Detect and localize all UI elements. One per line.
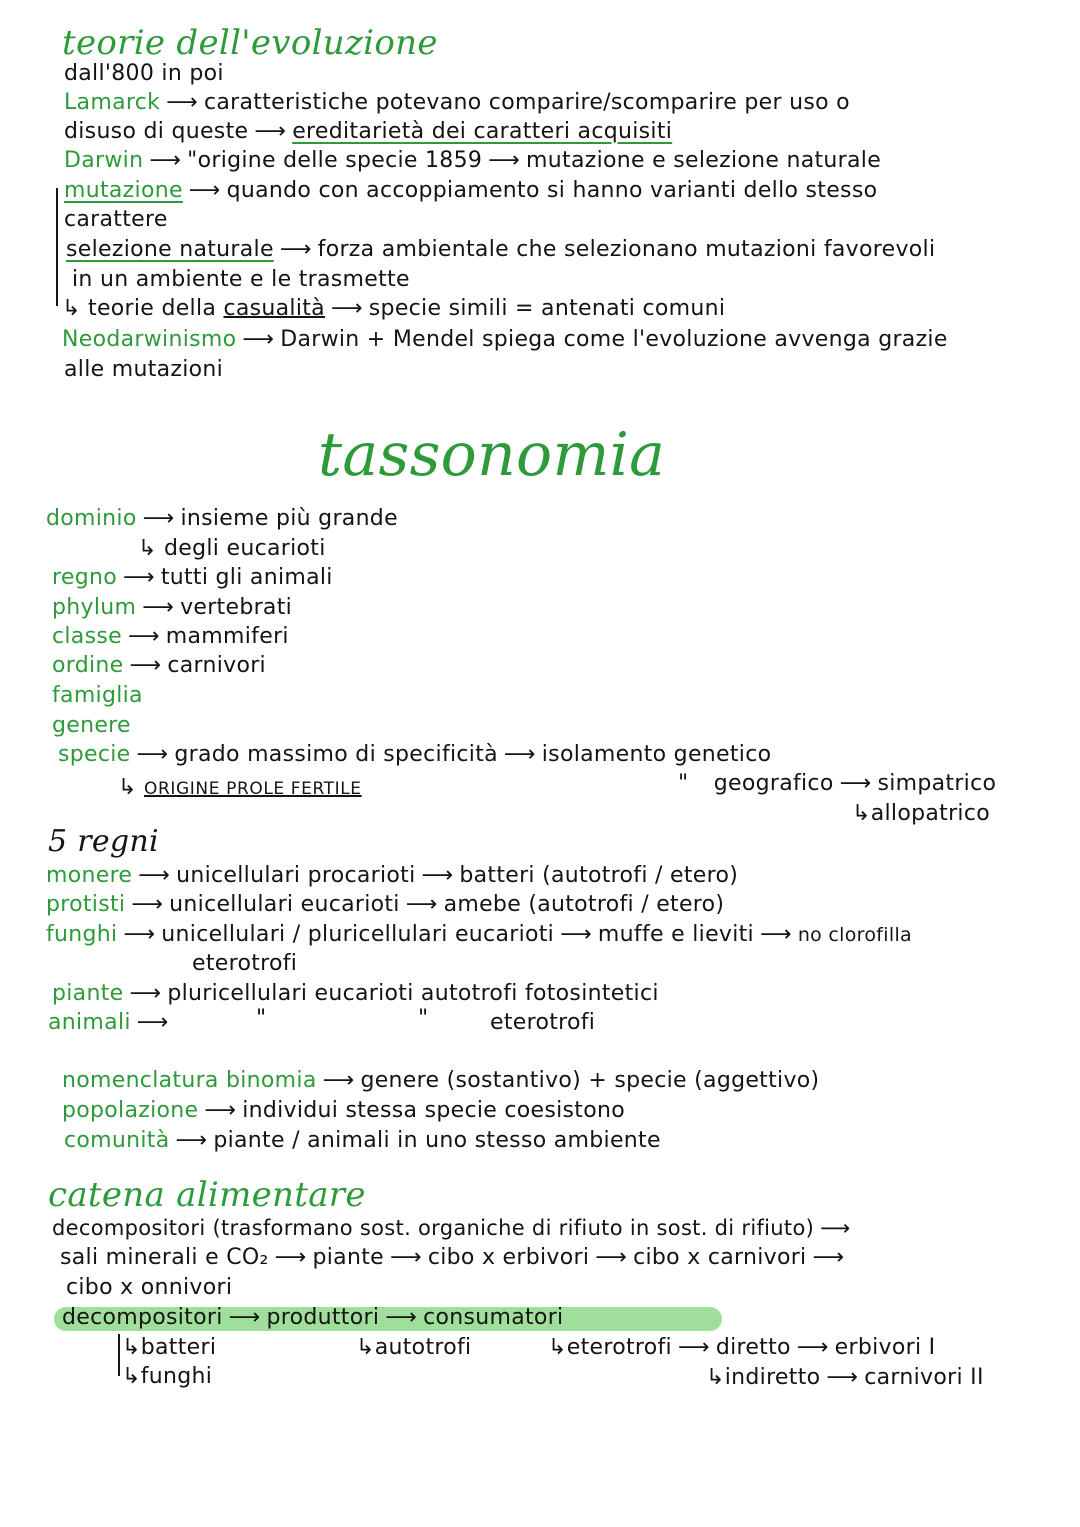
arrow-icon: ⟶ xyxy=(228,1305,261,1330)
evolution-subtitle: dall'800 in poi xyxy=(64,61,224,86)
neo-line xyxy=(62,326,948,354)
darwin-line xyxy=(64,147,881,175)
darwin-term: Darwin xyxy=(64,148,144,173)
diretto-label: diretto xyxy=(715,1335,791,1360)
selezione-line xyxy=(66,236,935,264)
arrow-icon: ⟶ xyxy=(488,148,521,173)
casualita-pre: teorie della xyxy=(88,296,217,321)
food-line-1-text: decompositori (trasformano sost. organiche di rifiuto in sost. di rifiuto) xyxy=(52,1216,815,1240)
arrow-icon: ⟶ xyxy=(136,742,169,767)
geografico-text: geografico xyxy=(713,771,834,796)
lamarck-cont-line xyxy=(64,118,672,146)
neo-term: Neodarwinismo xyxy=(62,327,237,352)
darwin-text: "origine delle specie 1859 xyxy=(187,148,483,173)
hook-arrow-icon: ↳ xyxy=(356,1335,375,1360)
arrow-icon: ⟶ xyxy=(127,624,160,649)
arrow-icon: ⟶ xyxy=(204,1098,237,1123)
batteri-label: batteri xyxy=(140,1335,217,1360)
dominio-text: insieme più grande xyxy=(180,506,398,531)
consumatori-label: consumatori xyxy=(423,1305,564,1330)
evolution-title: teorie dell'evoluzione xyxy=(62,23,438,63)
eterotrofi-line xyxy=(548,1334,935,1362)
food-line-2-a: sali minerali e CO₂ xyxy=(60,1245,269,1270)
arrow-icon: ⟶ xyxy=(142,506,175,531)
dominio-sub: degli eucarioti xyxy=(164,536,326,561)
lamarck-line xyxy=(64,89,850,117)
ordine-text: carnivori xyxy=(167,653,266,678)
specie-line xyxy=(58,741,771,769)
darwin-result: mutazione e selezione naturale xyxy=(526,148,882,173)
arrow-icon: ⟶ xyxy=(138,863,171,888)
food-line-2-d: cibo x carnivori xyxy=(633,1245,807,1270)
animali-term: animali xyxy=(48,1010,131,1035)
autotrofi-line xyxy=(356,1334,471,1362)
arrow-icon: ⟶ xyxy=(122,565,155,590)
funghi-sub-line xyxy=(122,1363,212,1391)
lamarck-result: ereditarietà dei caratteri acquisiti xyxy=(292,119,673,144)
arrow-icon: ⟶ xyxy=(405,892,438,917)
food-chain-summary xyxy=(62,1304,563,1332)
arrow-icon: ⟶ xyxy=(149,148,182,173)
specie-text: grado massimo di specificità xyxy=(174,742,498,767)
hook-arrow-icon: ↳ xyxy=(852,801,871,826)
protisti-text: unicellulari eucarioti xyxy=(169,892,400,917)
classe-text: mammiferi xyxy=(165,624,289,649)
regno-term: regno xyxy=(52,565,117,590)
arrow-icon: ⟶ xyxy=(242,327,275,352)
animali-text: eterotrofi xyxy=(490,1010,596,1035)
specie-sub: ORIGINE PROLE FERTILE xyxy=(144,779,362,799)
arrow-icon: ⟶ xyxy=(826,1365,859,1390)
nomenclatura-text: genere (sostantivo) + specie (aggettivo) xyxy=(360,1068,820,1093)
neo-text: Darwin + Mendel spiega come l'evoluzione avvenga grazie xyxy=(280,327,948,352)
arrow-icon: ⟶ xyxy=(839,771,872,796)
mutazione-cont: carattere xyxy=(64,207,168,232)
dominio-line xyxy=(46,505,398,533)
phylum-line xyxy=(52,594,292,622)
arrow-icon: ⟶ xyxy=(123,922,156,947)
funghi-note: no clorofilla xyxy=(797,924,912,946)
geografico-line xyxy=(678,770,996,798)
carnivori-label: carnivori II xyxy=(864,1365,984,1390)
popolazione-text: individui stessa specie coesistono xyxy=(242,1098,626,1123)
arrow-icon: ⟶ xyxy=(677,1335,710,1360)
bracket-line xyxy=(56,188,58,306)
food-line-2 xyxy=(60,1244,850,1272)
classe-term: classe xyxy=(52,624,122,649)
arrow-icon: ⟶ xyxy=(820,1216,851,1240)
selezione-cont: in un ambiente e le trasmette xyxy=(72,267,410,292)
famiglia-term: famiglia xyxy=(52,683,143,708)
autotrofi-label: autotrofi xyxy=(374,1335,472,1360)
hook-arrow-icon: ↳ xyxy=(548,1335,567,1360)
arrow-icon: ⟶ xyxy=(129,981,162,1006)
protisti-term: protisti xyxy=(46,892,126,917)
popolazione-line xyxy=(62,1097,625,1125)
funghi-result: muffe e lieviti xyxy=(597,922,754,947)
neo-cont: alle mutazioni xyxy=(64,357,224,382)
lamarck-cont: disuso di queste xyxy=(64,119,249,144)
selezione-text: forza ambientale che selezionano mutazioni favorevoli xyxy=(317,237,936,262)
dominio-term: dominio xyxy=(46,506,137,531)
casualita-result: specie simili = antenati comuni xyxy=(368,296,726,321)
funghi-text: unicellulari / pluricellulari eucarioti xyxy=(161,922,555,947)
funghi-cont: eterotrofi xyxy=(192,951,298,976)
arrow-icon: ⟶ xyxy=(131,892,164,917)
phylum-text: vertebrati xyxy=(180,595,293,620)
food-chain-title: catena alimentare xyxy=(48,1175,366,1215)
allopatrico-text: allopatrico xyxy=(870,801,990,826)
produttori-label: produttori xyxy=(266,1305,380,1330)
arrow-icon: ⟶ xyxy=(385,1305,418,1330)
indiretto-line xyxy=(706,1364,984,1392)
kingdoms-title: 5 regni xyxy=(48,824,159,859)
arrow-icon: ⟶ xyxy=(421,863,454,888)
monere-line xyxy=(46,862,738,890)
funghi-line xyxy=(46,921,912,949)
arrow-icon: ⟶ xyxy=(129,653,162,678)
nomenclatura-line xyxy=(62,1067,819,1095)
piante-term: piante xyxy=(52,981,124,1006)
comunita-line xyxy=(64,1127,661,1155)
arrow-icon: ⟶ xyxy=(812,1245,845,1270)
funghi-sub-label: funghi xyxy=(140,1364,213,1389)
arrow-icon: ⟶ xyxy=(274,1245,307,1270)
protisti-result: amebe (autotrofi / etero) xyxy=(443,892,725,917)
popolazione-term: popolazione xyxy=(62,1098,199,1123)
erbivori-label: erbivori I xyxy=(834,1335,936,1360)
regno-line xyxy=(52,564,333,592)
arrow-icon: ⟶ xyxy=(330,296,363,321)
hook-arrow-icon: ↳ xyxy=(62,296,81,321)
food-line-1 xyxy=(52,1214,857,1242)
curved-arrow-icon: ↳ xyxy=(706,1365,725,1390)
specie-term: specie xyxy=(58,742,131,767)
arrow-icon: ⟶ xyxy=(279,237,312,262)
dominio-sub-line xyxy=(138,535,326,563)
mutazione-term: mutazione xyxy=(64,178,183,203)
taxonomy-title: tassonomia xyxy=(318,420,666,490)
funghi-term: funghi xyxy=(46,922,118,947)
hook-arrow-icon: ↳ xyxy=(118,775,137,800)
allopatrico-line xyxy=(852,800,990,828)
batteri-line xyxy=(122,1334,216,1362)
monere-text: unicellulari procarioti xyxy=(176,863,416,888)
lamarck-term: Lamarck xyxy=(64,90,161,115)
food-line-2-c: cibo x erbivori xyxy=(427,1245,590,1270)
animali-line xyxy=(48,1009,175,1037)
arrow-icon: ⟶ xyxy=(136,1010,169,1035)
animali-ditto-1: " xyxy=(256,1006,267,1031)
arrow-icon: ⟶ xyxy=(560,922,592,947)
casualita-word: casualità xyxy=(223,296,325,321)
mutazione-text: quando con accoppiamento si hanno varianti dello stesso xyxy=(226,178,878,203)
casualita-line xyxy=(62,295,725,323)
arrow-icon: ⟶ xyxy=(595,1245,628,1270)
comunita-term: comunità xyxy=(64,1128,170,1153)
isolamento-text: isolamento genetico xyxy=(541,742,772,767)
arrow-icon: ⟶ xyxy=(389,1245,422,1270)
branch-arrow-icon: ↳ xyxy=(122,1335,141,1360)
eterotrofi-label: eterotrofi xyxy=(566,1335,672,1360)
simpatrico-text: simpatrico xyxy=(877,771,997,796)
arrow-icon: ⟶ xyxy=(322,1068,355,1093)
comunita-text: piante / animali in uno stesso ambiente xyxy=(213,1128,661,1153)
protisti-line xyxy=(46,891,724,919)
piante-line xyxy=(52,980,659,1008)
arrow-icon: ⟶ xyxy=(166,90,198,115)
classe-line xyxy=(52,623,289,651)
arrow-icon: ⟶ xyxy=(175,1128,208,1153)
monere-result: batteri (autotrofi / etero) xyxy=(459,863,739,888)
hook-arrow-icon: ↳ xyxy=(138,536,157,561)
food-line-3: cibo x onnivori xyxy=(66,1275,233,1300)
bracket-line xyxy=(118,1334,120,1376)
lamarck-text: caratteristiche potevano comparire/scomparire per uso o xyxy=(204,90,850,115)
branch-arrow-icon: ↳ xyxy=(122,1364,141,1389)
arrow-icon: ⟶ xyxy=(142,595,175,620)
indiretto-label: indiretto xyxy=(724,1365,821,1390)
food-line-2-b: piante xyxy=(312,1245,384,1270)
arrow-icon: ⟶ xyxy=(188,178,221,203)
specie-sub-line xyxy=(118,774,362,803)
nomenclatura-term: nomenclatura binomia xyxy=(62,1068,317,1093)
animali-ditto-2: " xyxy=(418,1006,429,1031)
ditto-mark: " xyxy=(678,771,689,796)
arrow-icon: ⟶ xyxy=(796,1335,829,1360)
phylum-term: phylum xyxy=(52,595,137,620)
selezione-term: selezione naturale xyxy=(66,237,274,262)
genere-term: genere xyxy=(52,713,131,738)
arrow-icon: ⟶ xyxy=(759,922,792,947)
piante-text: pluricellulari eucarioti autotrofi fotosintetici xyxy=(167,981,659,1006)
monere-term: monere xyxy=(46,863,133,888)
regno-text: tutti gli animali xyxy=(160,565,333,590)
mutazione-line xyxy=(64,177,877,205)
arrow-icon: ⟶ xyxy=(503,742,536,767)
arrow-icon: ⟶ xyxy=(254,119,287,144)
decompositori-label: decompositori xyxy=(62,1305,223,1330)
ordine-line xyxy=(52,652,266,680)
ordine-term: ordine xyxy=(52,653,124,678)
